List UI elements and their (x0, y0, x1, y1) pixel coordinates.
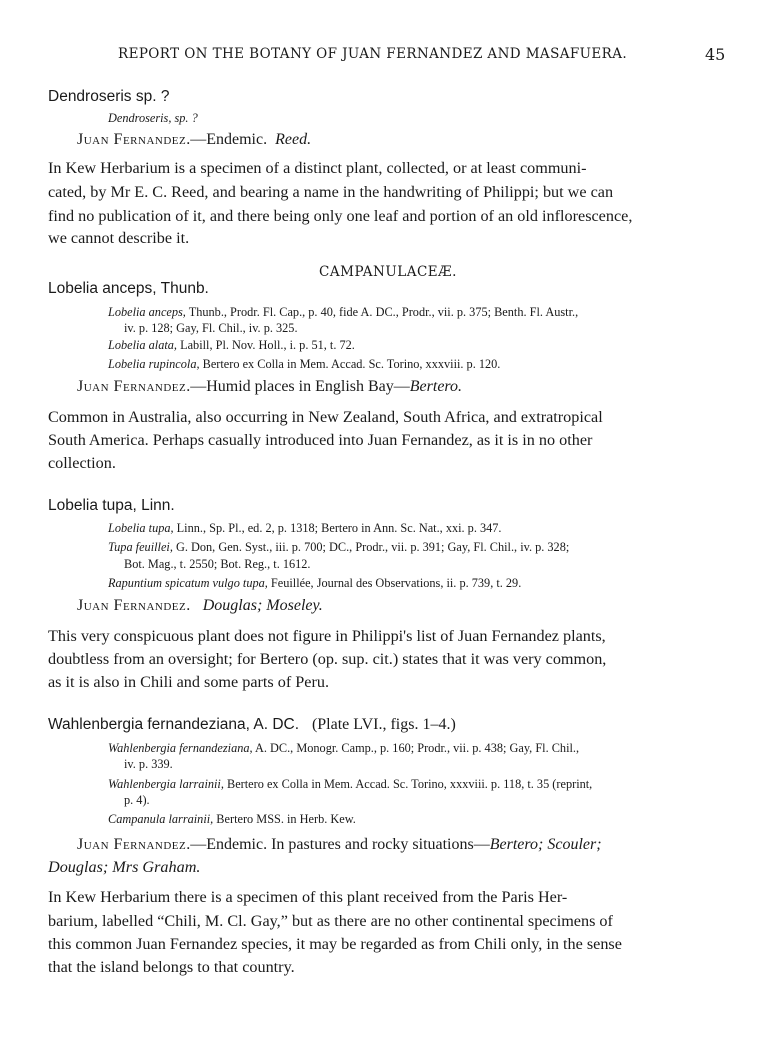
locality-line: Juan Fernandez.—Endemic. Reed. (77, 131, 312, 148)
locality-line: Juan Fernandez. Douglas; Moseley. (77, 597, 323, 614)
paragraph-line: In Kew Herbarium is a specimen of a distinct plant, collected, or at least communi- (48, 159, 587, 177)
synonym-line: Lobelia tupa, Linn., Sp. Pl., ed. 2, p. 1318; Bertero in Ann. Sc. Nat., xxi. p. 347. (108, 521, 502, 535)
synonym-line: Dendroseris, sp. ? (108, 111, 198, 125)
species-lobelia-anceps: Lobelia anceps, Thunb. (48, 280, 209, 297)
synonym-line: Rapuntium spicatum vulgo tupa, Feuillée, Journal des Observations, ii. p. 739, t. 29. (108, 576, 522, 590)
synonym-line: Lobelia anceps, Thunb., Prodr. Fl. Cap., p. 40, fide A. DC., Prodr., vii. p. 375; Benth. Fl. Austr., (108, 305, 579, 319)
paragraph-line: Common in Australia, also occurring in New Zealand, South Africa, and extratropical (48, 408, 603, 426)
paragraph-line: In Kew Herbarium there is a specimen of this plant received from the Paris Her- (48, 888, 568, 906)
synonym-line: Bot. Mag., t. 2550; Bot. Reg., t. 1612. (124, 557, 311, 571)
locality-line: Juan Fernandez.—Humid places in English Bay—Bertero. (77, 378, 463, 395)
paragraph-line: find no publication of it, and there being only one leaf and portion of an old inflorescence, (48, 207, 633, 225)
paragraph-line: South America. Perhaps casually introduced into Juan Fernandez, as it is in no other (48, 431, 593, 449)
species-lobelia-tupa: Lobelia tupa, Linn. (48, 497, 175, 514)
running-title: REPORT ON THE BOTANY OF JUAN FERNANDEZ AND MASAFUERA. (118, 46, 628, 62)
paragraph-line: as it is also in Chili and some parts of Peru. (48, 673, 330, 691)
synonym-line: Wahlenbergia fernandeziana, A. DC., Monogr. Camp., p. 160; Prodr., vii. p. 438; Gay, Fl. Chil., (108, 741, 580, 755)
synonym-line: Wahlenbergia larrainii, Bertero ex Colla in Mem. Accad. Sc. Torino, xxxviii. p. 118, t. 35 (reprint, (108, 777, 593, 791)
synonym-line: iv. p. 128; Gay, Fl. Chil., iv. p. 325. (124, 321, 298, 335)
family-heading: CAMPANULACEÆ. (319, 264, 457, 280)
synonym-line: Lobelia rupincola, Bertero ex Colla in Mem. Accad. Sc. Torino, xxxviii. p. 120. (108, 357, 501, 371)
synonym-line: iv. p. 339. (124, 757, 173, 771)
paragraph-line: we cannot describe it. (48, 229, 190, 247)
species-wahlenbergia: Wahlenbergia fernandeziana, A. DC. (Plate LVI., figs. 1–4.) (48, 716, 456, 733)
synonym-line: p. 4). (124, 793, 150, 807)
locality-line-continued: Douglas; Mrs Graham. (48, 858, 201, 876)
paragraph-line: cated, by Mr E. C. Reed, and bearing a name in the handwriting of Philippi; but we can (48, 183, 614, 201)
paragraph-line: this common Juan Fernandez species, it may be regarded as from Chili only, in the sense (48, 935, 622, 953)
paragraph-line: doubtless from an oversight; for Bertero (op. sup. cit.) states that it was very common, (48, 650, 607, 668)
species-dendroseris: Dendroseris sp. ? (48, 88, 170, 105)
locality-line: Juan Fernandez.—Endemic. In pastures and rocky situations—Bertero; Scouler; (77, 836, 602, 853)
paragraph-line: barium, labelled “Chili, M. Cl. Gay,” but as there are no other continental specimens of (48, 912, 613, 930)
paragraph-line: collection. (48, 454, 116, 472)
paragraph-line: This very conspicuous plant does not figure in Philippi's list of Juan Fernandez plants, (48, 627, 606, 645)
synonym-line: Campanula larrainii, Bertero MSS. in Herb. Kew. (108, 812, 356, 826)
synonym-line: Lobelia alata, Labill, Pl. Nov. Holl., i. p. 51, t. 72. (108, 338, 355, 352)
paragraph-line: that the island belongs to that country. (48, 958, 295, 976)
synonym-line: Tupa feuillei, G. Don, Gen. Syst., iii. p. 700; DC., Prodr., vii. p. 391; Gay, Fl. Chil., iv. p. 328; (108, 540, 570, 554)
page-number: 45 (705, 45, 726, 64)
